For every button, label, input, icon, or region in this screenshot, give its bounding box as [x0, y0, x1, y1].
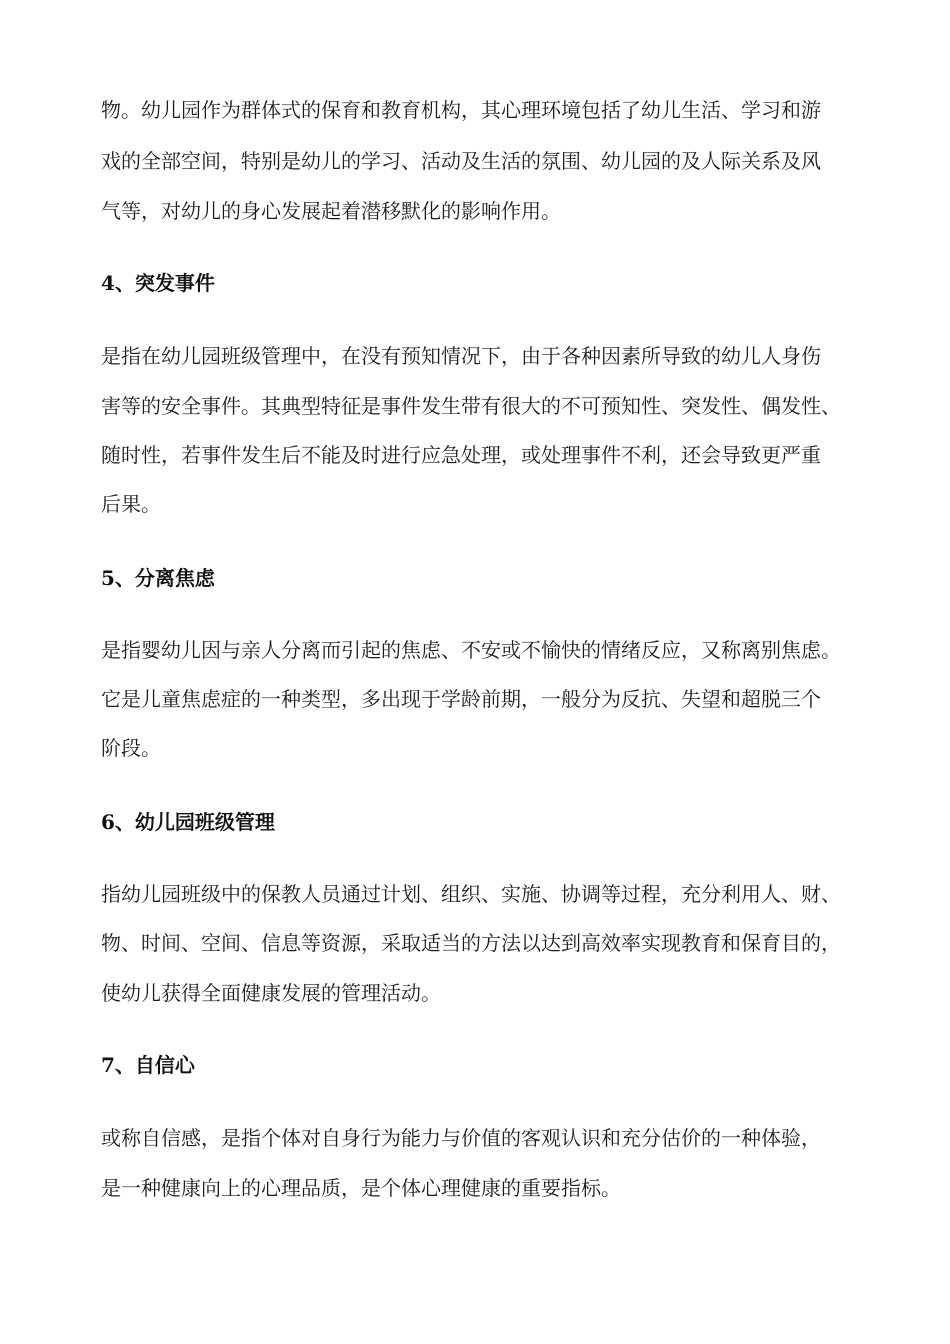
section-5-line-1: 是指婴幼儿因与亲人分离而引起的焦虑、不安或不愉快的情绪反应，又称离别焦虑。	[101, 638, 841, 662]
section-5-line-2: 它是儿童焦虑症的一种类型，多出现于学龄前期，一般分为反抗、失望和超脱三个	[101, 687, 821, 711]
section-7-line-1: 或称自信感，是指个体对自身行为能力与价值的客观认识和充分估价的一种体验，	[101, 1126, 821, 1150]
section-6-line-1: 指幼儿园班级中的保教人员通过计划、组织、实施、协调等过程，充分利用人、财、	[101, 882, 841, 906]
intro-line-2: 戏的全部空间，特别是幼儿的学习、活动及生活的氛围、幼儿园的及人际关系及风	[101, 149, 821, 173]
section-6-heading: 6、幼儿园班级管理	[101, 810, 275, 834]
intro-line-1: 物。幼儿园作为群体式的保育和教育机构，其心理环境包括了幼儿生活、学习和游	[101, 98, 821, 122]
section-5-line-3: 阶段。	[101, 736, 161, 760]
section-7-heading: 7、自信心	[101, 1053, 195, 1077]
section-7-line-2: 是一种健康向上的心理品质，是个体心理健康的重要指标。	[101, 1176, 621, 1200]
section-6-line-2: 物、时间、空间、信息等资源，采取适当的方法以达到高效率实现教育和保育目的，	[101, 931, 841, 955]
section-4-line-4: 后果。	[101, 492, 161, 516]
section-5-heading: 5、分离焦虑	[101, 566, 215, 590]
intro-line-3: 气等，对幼儿的身心发展起着潜移默化的影响作用。	[101, 199, 561, 223]
section-4-line-1: 是指在幼儿园班级管理中，在没有预知情况下，由于各种因素所导致的幼儿人身伤	[101, 344, 821, 368]
section-4-line-3: 随时性，若事件发生后不能及时进行应急处理，或处理事件不利，还会导致更严重	[101, 443, 821, 467]
section-6-line-3: 使幼儿获得全面健康发展的管理活动。	[101, 981, 441, 1005]
section-4-heading: 4、突发事件	[101, 271, 215, 295]
section-4-line-2: 害等的安全事件。其典型特征是事件发生带有很大的不可预知性、突发性、偶发性、	[101, 394, 841, 418]
